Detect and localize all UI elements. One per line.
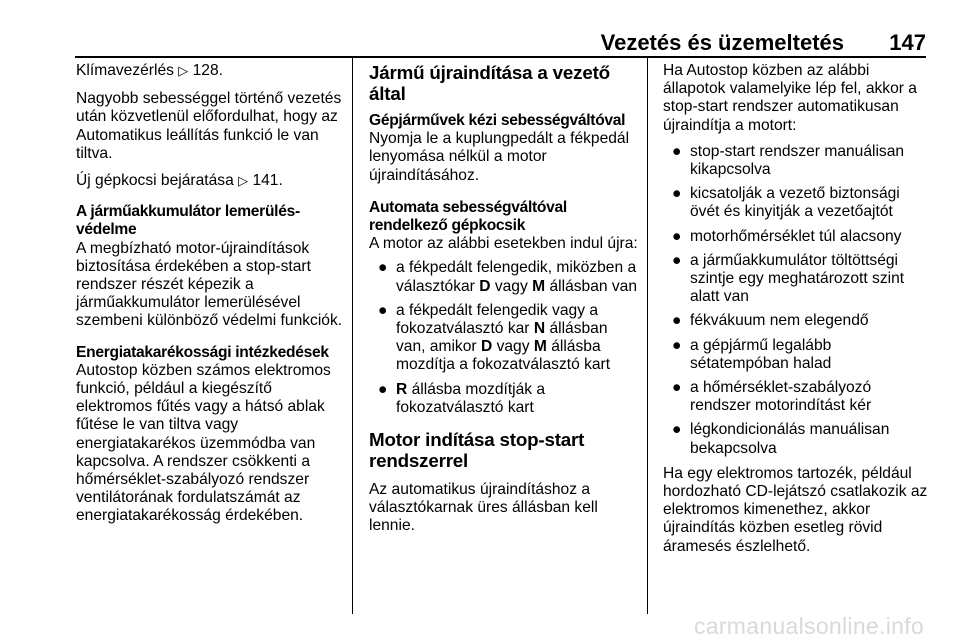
automatic-restart-list [369,259,641,417]
heading-driver-restart: Jármű újraindítása a vezető által [369,62,610,104]
list-item: ● stop-start rendszer manuálisan kikapcsolva [672,142,905,179]
paragraph-energy-saving: Autostop közben számos elektromos funkció, például a kiegészítő elektromos fűtés vagy a hátsó ablak fűtése le van tiltva vagy energiatakarékos üzemmódba van kapcsolva. A rendszer csökkenti a hőmérséklet-szabályozó rendszer ventilátorának fordulatszámát az energiatakarékosság érdekében. [76,361,331,525]
list-item: ● motorhőmérséklet túl alacsony [672,227,902,245]
list-item: ● a fékpedált felengedik, miközben a választókar D vagy M állásban van [378,259,638,295]
list-item: ● kicsatolják a vezető biztonsági övét és kinyitják a vezetőajtót [672,185,900,221]
paragraph-electrical-accessory: Ha egy elektromos tartozék, például hordozható CD-lejátszó csatlakozik az elektromos kimenethez, akkor újraindítás közben esetleg rövid áramesés észlelhető. [663,464,928,555]
bullet-dot-icon: ● [672,312,682,330]
bullet-dot-icon: ● [378,259,388,277]
paragraph-automatic-intro: A motor az alábbi esetekben indul újra: [369,235,638,253]
break-in-ref-link[interactable]: 141. [252,172,283,190]
bullet-dot-icon: ● [672,251,682,269]
list-item: ● a hőmérséklet-szabályozó rendszer motorindítást kér [672,379,872,415]
header-title: Vezetés és üzemeltetés [600,30,844,55]
heading-battery-protection: A járműakkumulátor lemerülés-védelme [76,203,300,239]
bullet-dot-icon: ● [672,336,682,354]
header-rule [75,56,926,58]
climate-ref-link[interactable]: 128. [192,62,223,79]
list-item: ● a gépjármű legalább sétatempóban halad [672,336,832,372]
heading-automatic-transmission: Automata sebességváltóval rendelkező gépkocsik [369,198,567,235]
paragraph-autostop-intro: Ha Autostop közben az alábbi állapotok valamelyike lép fel, akkor a stop-start rendszer automatikusan újraindítja a motort: [663,62,917,134]
column-2 [369,62,641,545]
list-item: ● a fékpedált felengedik vagy a fokozatválasztó kar N állásban van, amikor D vagy M állásba mozdítja a fokozatválasztó kart [378,301,611,374]
column-divider-2 [647,58,648,614]
bullet-dot-icon: ● [672,227,682,245]
paragraph-climate-ref: Klímavezérlés ▷ 128. [76,62,223,79]
arrow-reference-icon: ▷ [178,64,189,79]
arrow-reference-icon: ▷ [238,174,249,190]
bullet-dot-icon: ● [672,142,682,160]
list-item: ● fékvákuum nem elegendő [672,312,869,330]
heading-manual-transmission: Gépjárművek kézi sebességváltóval [369,112,626,129]
bullet-dot-icon: ● [378,380,388,398]
autostop-restart-list [663,143,929,458]
column-3 [663,62,929,565]
bullet-dot-icon: ● [672,185,682,203]
paragraph-battery-protection: A megbízható motor-újraindítások biztosítása érdekében a stop-start rendszer részét képezik a járműakkumulátor lemerülésével szembeni különböző védelmi funkciók. [76,239,343,330]
bullet-dot-icon: ● [672,379,682,397]
list-item: ● R állásba mozdítják a fokozatválasztó kart [378,380,546,416]
paragraph-high-speed: Nagyobb sebességgel történő vezetés után közvetlenül előfordulhat, hogy az Automatikus leállítás funkció le van tiltva. [76,90,342,162]
paragraph-manual-transmission: Nyomja le a kuplungpedált a fékpedál lenyomása nélkül a motor újraindításához. [369,130,630,184]
list-item: ● légkondicionálás manuálisan bekapcsolva [672,421,890,457]
paragraph-stop-start-engine: Az automatikus újraindításhoz a választókarnak üres állásban kell lennie. [369,481,598,535]
bullet-dot-icon: ● [378,301,388,319]
bullet-dot-icon: ● [672,421,682,439]
paragraph-break-in-ref: Új gépkocsi bejáratása ▷ 141. [76,172,283,190]
page-number: 147 [889,30,926,55]
heading-stop-start-engine: Motor indítása stop-start rendszerrel [369,429,585,472]
column-divider-1 [352,58,353,614]
heading-energy-saving: Energiatakarékossági intézkedések [76,343,329,361]
column-1 [76,62,348,535]
list-item: ● a járműakkumulátor töltöttségi szintje egy meghatározott szint alatt van [672,251,905,306]
watermark: carmanualsonline.info [693,613,924,639]
